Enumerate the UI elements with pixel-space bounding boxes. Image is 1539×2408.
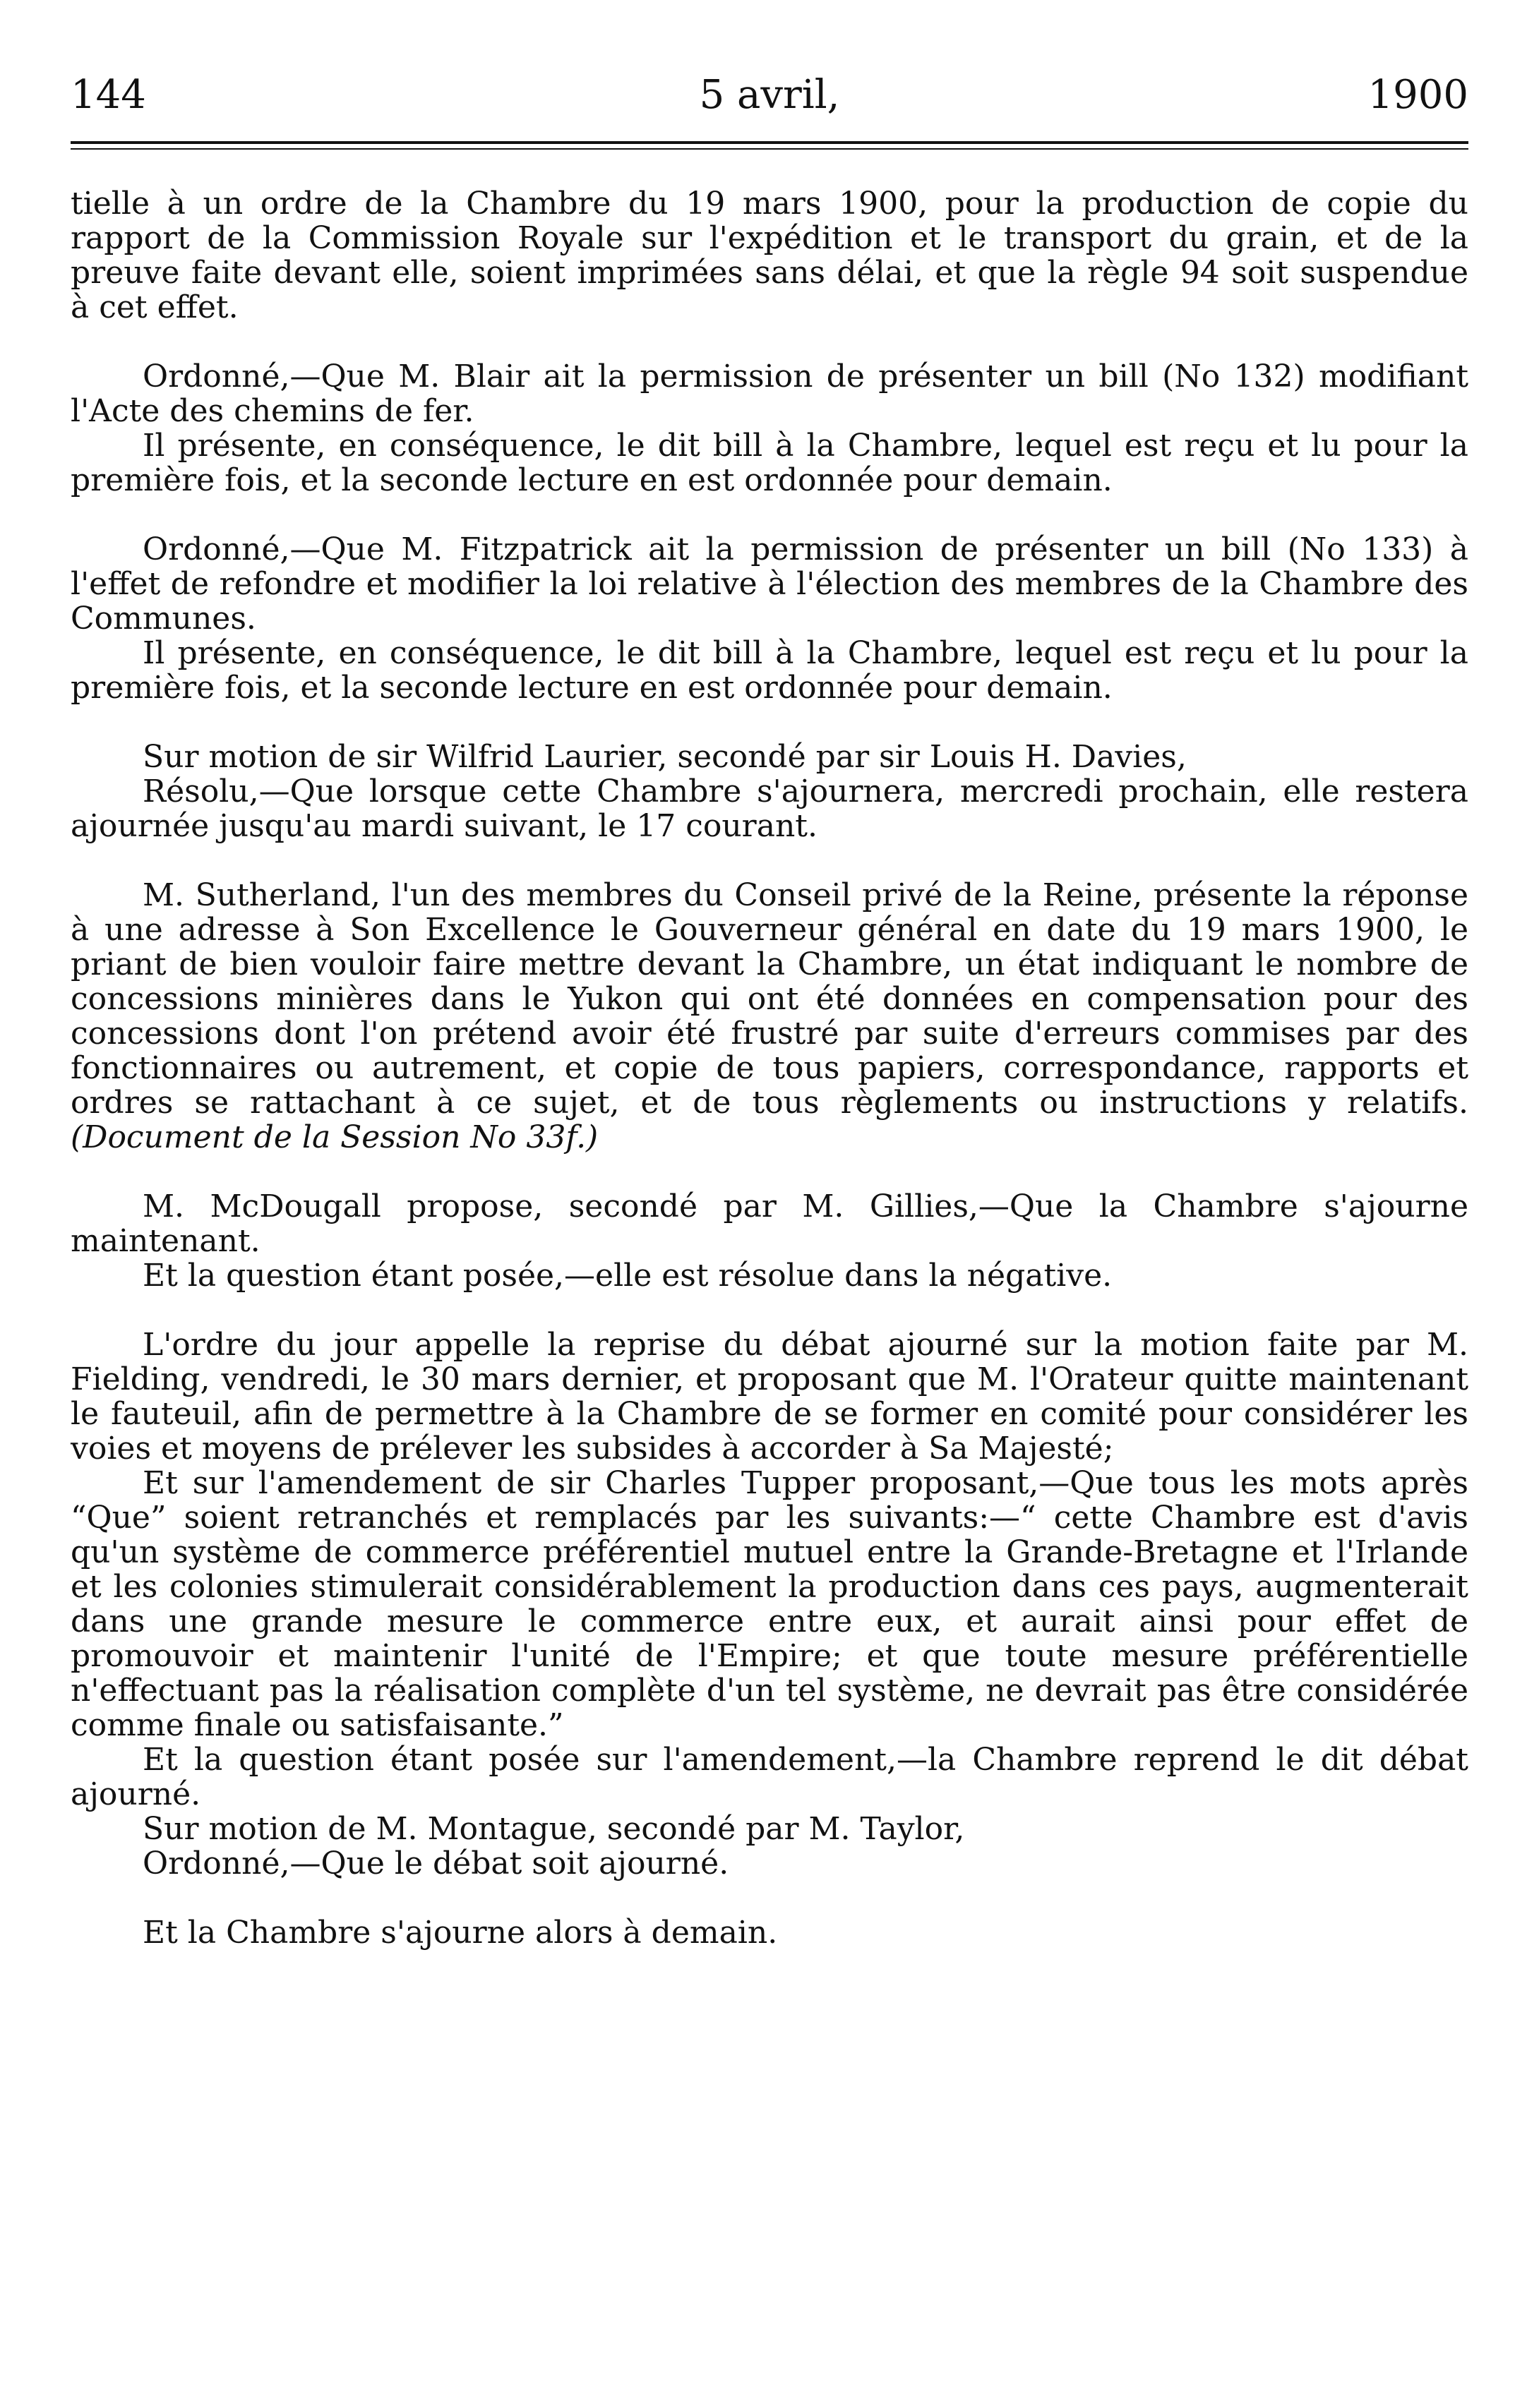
paragraph-negative-result: Et la question étant posée,—elle est résolue dans la négative. bbox=[143, 1258, 1113, 1294]
document-page bbox=[71, 64, 1468, 1950]
sutherland-text: M. Sutherland, l'un des membres du Conseil privé de la Reine, présente la réponse à une adresse à Son Excellence le Gouverneur général en date du 19 mars 1900, le priant de bien vouloir faire mettre devant la Chambre, un état indiquant le nombre de concessions minières dans le Yukon qui ont été données en compensation pour des concessions dont l'on prétend avoir été frustré par suite d'erreurs commises par des fonctionnaires ou autrement, et copie de tous papiers, correspondance, rapports et ordres se rattachant à ce sujet, et de tous règlements ou instructions y relatifs. bbox=[71, 877, 1468, 1121]
paragraph-question-amendment: Et la question étant posée sur l'amendement,—la Chambre reprend le dit débat ajourné. bbox=[71, 1742, 1468, 1812]
paragraph-motion-montague: Sur motion de M. Montague, secondé par M. Taylor, bbox=[143, 1811, 965, 1847]
paragraph-sutherland bbox=[71, 878, 1468, 1155]
page-header bbox=[71, 64, 1468, 127]
document-body bbox=[71, 186, 1468, 1950]
header-date: 5 avril, bbox=[699, 72, 840, 118]
session-document-reference: (Document de la Session No 33f.) bbox=[71, 1119, 599, 1155]
paragraph-mcdougall-motion: M. McDougall propose, secondé par M. Gillies,—Que la Chambre s'ajourne maintenant. bbox=[71, 1188, 1468, 1259]
paragraph-order-blair: Ordonné,—Que M. Blair ait la permission de présenter un bill (No 132) modifiant l'Acte des chemins de fer. bbox=[71, 359, 1468, 429]
paragraph-resolution: Résolu,—Que lorsque cette Chambre s'ajournera, mercredi prochain, elle restera ajournée jusqu'au mardi suivant, le 17 courant. bbox=[71, 773, 1468, 844]
paragraph-order-fitzpatrick: Ordonné,—Que M. Fitzpatrick ait la permission de présenter un bill (No 133) à l'effet de refondre et modifier la loi relative à l'élection des membres de la Chambre des Communes. bbox=[71, 531, 1468, 637]
paragraph-tupper-amendment: Et sur l'amendement de sir Charles Tupper proposant,—Que tous les mots après “Que” soient retranchés et remplacés par les suivants:—“ cette Chambre est d'avis qu'un système de commerce préférentiel mutuel entre la Grande-Bretagne et l'Irlande et les colonies stimulerait considérablement la production dans ces pays, augmenterait dans une grande mesure le commerce entre eux, et aurait ainsi pour effet de promouvoir et maintenir l'unité de l'Empire; et que toute mesure préférentielle n'effectuant pas la réalisation complète d'un tel système, ne devrait pas être considérée comme finale ou satisfaisante.” bbox=[71, 1465, 1468, 1743]
page-number: 144 bbox=[71, 72, 146, 118]
paragraph-bill-132-reading: Il présente, en conséquence, le dit bill à la Chambre, lequel est reçu et lu pour la première fois, et la seconde lecture en est ordonnée pour demain. bbox=[71, 428, 1468, 498]
paragraph-motion-laurier: Sur motion de sir Wilfrid Laurier, secondé par sir Louis H. Davies, bbox=[143, 739, 1187, 775]
paragraph-house-adjourns: Et la Chambre s'ajourne alors à demain. bbox=[143, 1915, 778, 1951]
paragraph-bill-133-reading: Il présente, en conséquence, le dit bill à la Chambre, lequel est reçu et lu pour la première fois, et la seconde lecture en est ordonnée pour demain. bbox=[71, 635, 1468, 706]
paragraph-debate-adjourned: Ordonné,—Que le débat soit ajourné. bbox=[143, 1846, 729, 1882]
paragraph-continuation: tielle à un ordre de la Chambre du 19 mars 1900, pour la production de copie du rapport de la Commission Royale sur l'expédition et le transport du grain, et de la preuve faite devant elle, soient imprimées sans délai, et que la règle 94 soit suspendue à cet effet. bbox=[71, 186, 1468, 325]
header-year: 1900 bbox=[1367, 72, 1468, 118]
header-rule bbox=[71, 141, 1468, 150]
paragraph-order-of-day: L'ordre du jour appelle la reprise du débat ajourné sur la motion faite par M. Fielding, vendredi, le 30 mars dernier, et proposant que M. l'Orateur quitte maintenant le fauteuil, afin de permettre à la Chambre de se former en comité pour considérer les voies et moyens de prélever les subsides à accorder à Sa Majesté; bbox=[71, 1327, 1468, 1467]
